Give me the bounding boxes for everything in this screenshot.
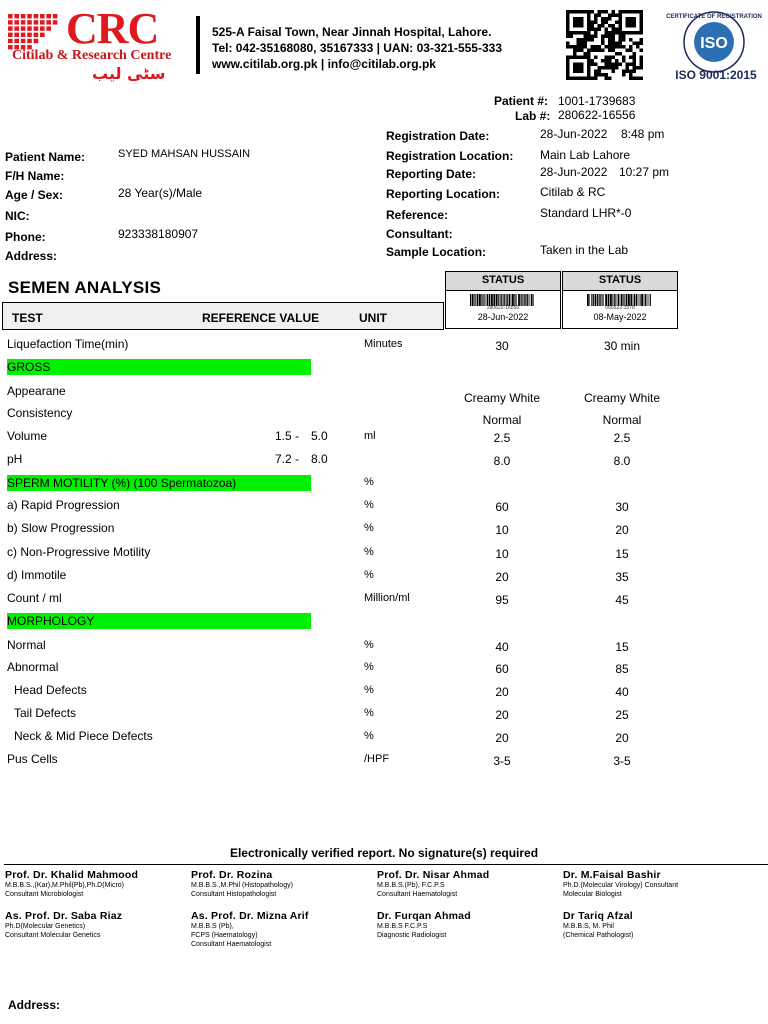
rep-time: 10:27 pm <box>619 165 670 179</box>
row-unit: % <box>364 684 374 696</box>
status-label: STATUS <box>446 272 560 291</box>
row-value-current: Normal <box>482 413 522 427</box>
row-test-name: Liquefaction Time(min) <box>7 337 129 351</box>
verified-note: Electronically verified report. No signature(s) required <box>229 846 539 860</box>
row-test-name: Appearane <box>7 384 66 398</box>
section-header: MORPHOLOGY <box>7 613 311 629</box>
status-box-previous <box>562 271 678 329</box>
row-test-name: Neck & Mid Piece Defects <box>14 729 153 743</box>
address-label: Address: <box>5 249 58 263</box>
doctor-qualification: Consultant Microbiologist <box>5 891 84 898</box>
doctor-qualification: FCPS (Haematology) <box>191 932 258 939</box>
lab-address <box>212 24 502 72</box>
row-test-name: b) Slow Progression <box>7 521 115 535</box>
row-value-previous: 40 <box>615 685 629 699</box>
row-value-previous: Normal <box>602 413 642 427</box>
row-value-previous: 30 <box>615 500 629 514</box>
barcode-number: 060522-1578 <box>605 305 635 311</box>
row-value-current: 3-5 <box>493 754 511 768</box>
doctor-entry <box>377 869 557 899</box>
doctor-qualification: M.B.B.S.,M.Phil (Histopathology) <box>191 882 293 889</box>
row-test-name: Consistency <box>7 406 73 420</box>
reg-loc-label: Registration Location: <box>386 149 514 163</box>
row-test-name: Count / ml <box>7 591 62 605</box>
doctor-qualification: M.B.B.S.(Pb), F.C.P.S <box>377 882 445 889</box>
row-value-current: 20 <box>495 570 509 584</box>
row-ref-low: 7.2 - <box>275 452 300 466</box>
doctor-entry <box>191 910 371 949</box>
barcode-number: 280622-16556 <box>486 305 520 311</box>
row-value-previous: 45 <box>615 593 629 607</box>
row-unit: Minutes <box>364 338 403 350</box>
row-test-name: Pus Cells <box>7 752 58 766</box>
row-value-current: 20 <box>495 708 509 722</box>
col-reference: REFERENCE VALUE <box>202 311 320 325</box>
row-unit: % <box>364 661 374 673</box>
logo-grid-icon <box>8 14 60 52</box>
doctor-name: Prof. Dr. Khalid Mahmood <box>5 869 139 881</box>
row-value-previous: 25 <box>615 708 629 722</box>
doctor-entry <box>563 869 743 899</box>
doctor-name: Dr. M.Faisal Bashir <box>563 869 661 881</box>
row-ref-high: 8.0 <box>311 452 328 466</box>
rep-loc: Citilab & RC <box>540 185 606 199</box>
row-test-name: c) Non-Progressive Motility <box>7 545 151 559</box>
reg-date: 28-Jun-2022 <box>540 127 608 141</box>
lab-no-label: Lab #: <box>515 109 551 123</box>
row-value-previous: 20 <box>615 523 629 537</box>
row-value-previous: 8.0 <box>613 454 631 468</box>
age-sex: 28 Year(s)/Male <box>118 186 203 200</box>
doctor-name: As. Prof. Dr. Mizna Arif <box>191 910 309 922</box>
row-value-current: Creamy White <box>463 391 540 405</box>
doctor-qualification: Consultant Haematologist <box>377 891 458 898</box>
row-value-current: 95 <box>495 593 509 607</box>
row-test-name: Normal <box>7 638 46 652</box>
footer-address-label: Address: <box>8 998 61 1012</box>
row-test-name: Volume <box>7 429 48 443</box>
row-test-name: Abnormal <box>7 660 59 674</box>
patient-no: 1001-1739683 <box>558 94 636 108</box>
row-test-name: Tail Defects <box>14 706 77 720</box>
reference-label: Reference: <box>386 208 449 222</box>
col-test: TEST <box>12 311 43 325</box>
row-unit: % <box>364 707 374 719</box>
phone-label: Phone: <box>5 230 46 244</box>
doctor-entry <box>191 869 371 899</box>
doctor-qualification: Ph.D.(Molecular Virology) Consultant <box>563 882 679 889</box>
address-line-3[interactable]: www.citilab.org.pk | info@citilab.org.pk <box>212 57 436 71</box>
address-line-2: Tel: 042-35168080, 35167333 | UAN: 03-321-555-333 <box>212 41 502 55</box>
row-unit: /HPF <box>364 753 390 765</box>
doctor-qualification: M.B.B.S F.C.P.S <box>377 923 428 930</box>
doctor-entry <box>563 910 743 940</box>
qr-code-icon <box>566 10 644 80</box>
logo-text: CRC <box>66 4 159 53</box>
row-ref-high: 5.0 <box>311 429 328 443</box>
row-value-previous: 85 <box>615 662 629 676</box>
report-title: SEMEN ANALYSIS <box>8 278 162 297</box>
reference: Standard LHR*-0 <box>540 206 632 220</box>
row-unit: ml <box>364 430 376 442</box>
status-date: 28-Jun-2022 <box>477 312 529 322</box>
row-value-current: 30 <box>495 339 509 353</box>
rep-date: 28-Jun-2022 <box>540 165 608 179</box>
doctor-name: Dr Tariq Afzal <box>563 910 633 922</box>
doctor-qualification: Consultant Molecular Genetics <box>5 932 101 939</box>
row-test-name: d) Immotile <box>7 568 67 582</box>
doctor-qualification: Molecular Biologist <box>563 891 622 898</box>
lab-no: 280622-16556 <box>558 108 636 122</box>
nic-label: NIC: <box>5 209 30 223</box>
row-unit: % <box>364 730 374 742</box>
row-test-name: pH <box>7 452 23 466</box>
row-value-previous: 35 <box>615 570 629 584</box>
row-ref-low: 1.5 - <box>275 429 300 443</box>
row-value-current: 20 <box>495 685 509 699</box>
row-value-current: 8.0 <box>493 454 511 468</box>
row-value-previous: 20 <box>615 731 629 745</box>
row-unit: % <box>364 569 374 581</box>
patient-name-label: Patient Name: <box>5 150 86 164</box>
doctor-qualification: M.B.B.S, M. Phil <box>563 923 614 930</box>
row-unit: Million/ml <box>364 592 410 604</box>
age-sex-label: Age / Sex: <box>5 188 64 202</box>
section-header: SPERM MOTILITY (%) (100 Spermatozoa) <box>7 475 311 491</box>
doctor-qualification: M.B.B.S (Pb), <box>191 923 234 930</box>
reg-date-label: Registration Date: <box>386 129 490 143</box>
doctor-name: Prof. Dr. Nisar Ahmad <box>377 869 490 881</box>
logo-urdu: سٹی لیب <box>92 64 166 83</box>
status-label: STATUS <box>563 272 677 291</box>
doctor-qualification: (Chemical Pathologist) <box>563 932 634 939</box>
iso-label: ISO 9001:2015 <box>675 68 757 82</box>
doctor-qualification: Consultant Haematologist <box>191 941 272 948</box>
svg-text:CERTIFICATE OF REGISTRATION: CERTIFICATE OF REGISTRATION <box>666 14 762 20</box>
doctor-qualification: M.B.B.S.,(Kar),M.Phil(Pb),Ph.D(Micro) <box>5 882 125 889</box>
address-line-1: 525-A Faisal Town, Near Jinnah Hospital, Lahore. <box>212 25 492 39</box>
doctor-qualification: Ph.D(Molecular Genetics) <box>5 923 86 930</box>
row-value-current: 60 <box>495 500 509 514</box>
row-value-current: 40 <box>495 640 509 654</box>
doctor-entry <box>5 910 185 940</box>
reg-time: 8:48 pm <box>621 127 665 141</box>
row-unit: % <box>364 639 374 651</box>
row-unit: % <box>364 476 374 488</box>
row-value-current: 20 <box>495 731 509 745</box>
sample-loc-label: Sample Location: <box>386 245 487 259</box>
rep-date-label: Reporting Date: <box>386 167 476 181</box>
row-value-current: 10 <box>495 523 509 537</box>
sample-loc: Taken in the Lab <box>540 243 629 257</box>
doctor-name: As. Prof. Dr. Saba Riaz <box>5 910 123 922</box>
doctor-name: Dr. Furqan Ahmad <box>377 910 471 922</box>
row-unit: % <box>364 546 374 558</box>
reg-loc: Main Lab Lahore <box>540 148 631 162</box>
section-header: GROSS <box>7 359 311 375</box>
row-value-current: 2.5 <box>493 431 511 445</box>
row-value-previous: Creamy White <box>583 391 660 405</box>
status-date: 08-May-2022 <box>593 312 647 322</box>
rep-loc-label: Reporting Location: <box>386 187 500 201</box>
doctor-entry <box>377 910 557 940</box>
row-value-current: 60 <box>495 662 509 676</box>
row-value-previous: 3-5 <box>613 754 631 768</box>
svg-text:ISO: ISO <box>700 35 728 52</box>
doctor-qualification: Diagnostic Radiologist <box>377 932 447 939</box>
footer-divider <box>4 864 768 865</box>
row-value-previous: 15 <box>615 547 629 561</box>
header-divider <box>196 16 200 74</box>
col-unit: UNIT <box>359 311 387 325</box>
row-value-previous: 15 <box>615 640 629 654</box>
row-unit: % <box>364 499 374 511</box>
doctor-qualification: Consultant Histopathologist <box>191 891 277 898</box>
row-value-previous: 2.5 <box>613 431 631 445</box>
row-value-current: 10 <box>495 547 509 561</box>
patient-name: SYED MAHSAN HUSSAIN <box>118 148 251 160</box>
status-box-current <box>445 271 561 329</box>
row-unit: % <box>364 522 374 534</box>
doctor-name: Prof. Dr. Rozina <box>191 869 273 881</box>
consultant-label: Consultant: <box>386 227 453 241</box>
row-value-previous: 30 min <box>603 339 641 353</box>
patient-no-label: Patient #: <box>494 94 549 108</box>
logo-subtitle: Citilab & Research Centre <box>12 48 172 63</box>
row-test-name: Head Defects <box>14 683 87 697</box>
fh-name-label: F/H Name: <box>5 169 65 183</box>
doctor-entry <box>5 869 185 899</box>
phone: 923338180907 <box>118 227 199 241</box>
row-test-name: a) Rapid Progression <box>7 498 120 512</box>
